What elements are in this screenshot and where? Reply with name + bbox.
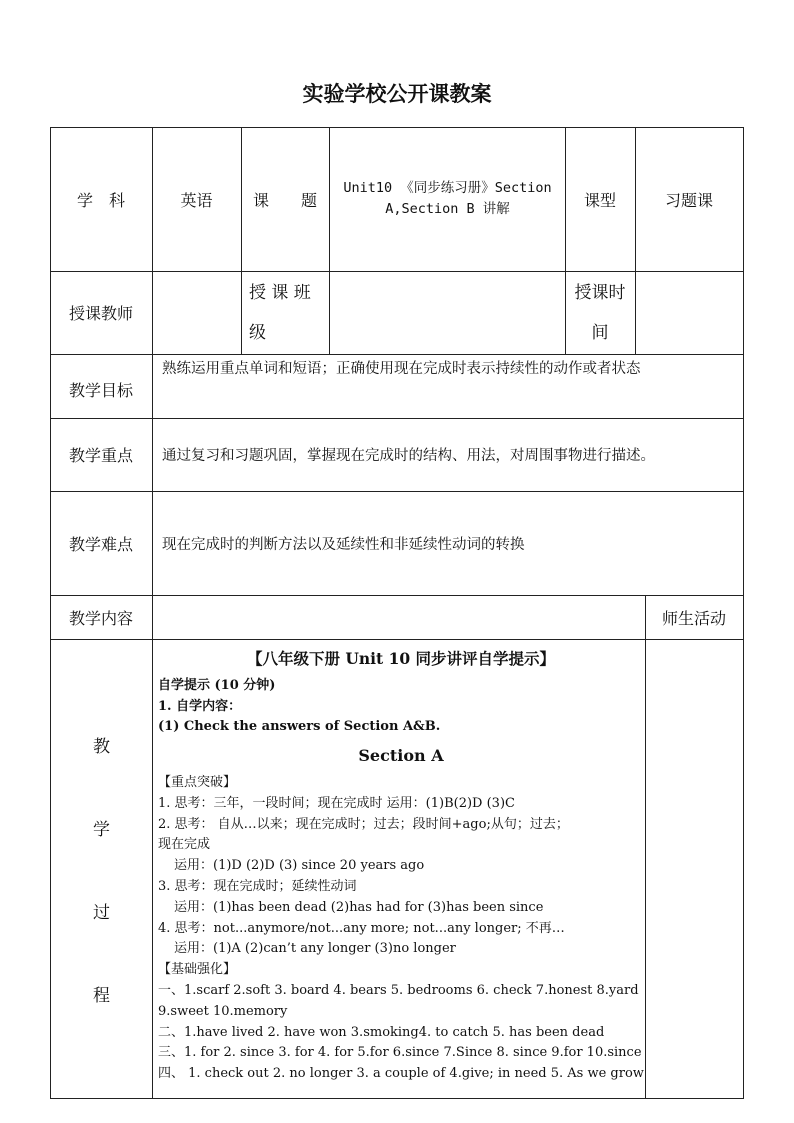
row-divider xyxy=(50,595,744,596)
answer-line: 一、1.scarf 2.soft 3. board 4. bears 5. bedrooms 6. check 7.honest 8.yard xyxy=(158,982,639,998)
answer-line: 现在完成 xyxy=(158,837,211,853)
topic-label: 课 题 xyxy=(252,190,317,210)
key-points-label: 教学重点 xyxy=(68,446,133,465)
type-label: 课型 xyxy=(583,190,616,210)
answer-line: 运用：(1)D (2)D (3) since 20 years ago xyxy=(174,858,425,874)
process-char: 教 xyxy=(93,737,110,757)
subject-label: 学 科 xyxy=(76,190,125,210)
type-value: 习题课 xyxy=(664,190,713,210)
subject-value: 英语 xyxy=(180,190,213,210)
difficulties-label: 教学难点 xyxy=(68,534,133,554)
col-divider xyxy=(645,595,646,1099)
topic-value xyxy=(330,127,565,271)
study-subitem: (1) Check the answers of Section A&B. xyxy=(158,719,441,735)
study-item: 1. 自学内容： xyxy=(158,698,242,714)
time-label xyxy=(565,271,635,354)
time-label-line1: 授课时 xyxy=(574,282,626,303)
time-label-line2: 间 xyxy=(591,322,609,343)
goals-label: 教学目标 xyxy=(68,380,133,400)
basic-heading: 【基础强化】 xyxy=(158,962,237,978)
row-divider xyxy=(50,639,744,640)
process-char: 学 xyxy=(93,820,110,840)
row-divider xyxy=(50,354,744,355)
class-label-line2: 级 xyxy=(249,322,266,343)
table-border-bottom xyxy=(50,1098,744,1099)
answer-line: 三、1. for 2. since 3. for 4. for 5.for 6.since 7.Since 8. since 9.for 10.since xyxy=(158,1045,642,1061)
page-title: 实验学校公开课教案 xyxy=(302,81,492,106)
answer-line: 运用：(1)has been dead (2)has had for (3)has been since xyxy=(174,899,544,915)
answer-line: 二、1.have lived 2. have won 3.smoking4. to catch 5. has been dead xyxy=(158,1024,605,1040)
breakthrough-heading: 【重点突破】 xyxy=(158,774,237,790)
process-char: 程 xyxy=(93,986,110,1006)
difficulties-text: 现在完成时的判断方法以及延续性和非延续性动词的转换 xyxy=(162,536,525,553)
answer-line: 9.sweet 10.memory xyxy=(158,1003,288,1019)
lesson-content xyxy=(158,649,644,1085)
content-label: 教学内容 xyxy=(68,608,133,628)
content-heading: 【八年级下册 Unit 10 同步讲评自学提示】 xyxy=(246,649,556,668)
answer-line: 1. 思考：三年，一段时间；现在完成时 运用：(1)B(2)D (3)C xyxy=(158,795,515,811)
answer-line: 3. 思考：现在完成时；延续性动词 xyxy=(158,878,357,894)
topic-value-line2: A,Section B 讲解 xyxy=(385,201,510,217)
col-divider xyxy=(152,127,153,1099)
goals-text: 熟练运用重点单词和短语；正确使用现在完成时表示持续性的动作或者状态 xyxy=(162,360,641,377)
class-label xyxy=(241,271,329,354)
teacher-label: 授课教师 xyxy=(68,304,133,323)
activity-label: 师生活动 xyxy=(661,608,726,628)
section-heading: Section A xyxy=(358,746,444,766)
answer-line: 运用：(1)A (2)can’t any longer (3)no longer xyxy=(174,941,456,957)
class-label-line1: 授 课 班 xyxy=(249,282,311,303)
answer-line: 4. 思考：not...anymore/not...any more; not...any longer; 不再… xyxy=(158,920,565,936)
answer-line: 2. 思考： 自从…以来；现在完成时；过去；段时间+ago;从句；过去； xyxy=(158,816,569,832)
self-study-hint: 自学提示 (10 分钟) xyxy=(158,677,276,693)
process-char: 过 xyxy=(93,903,110,923)
answer-line: 四、 1. check out 2. no longer 3. a couple of 4.give; in need 5. As we grow xyxy=(158,1066,644,1082)
row-divider xyxy=(50,271,744,272)
topic-value-line1: Unit10 《同步练习册》Section xyxy=(343,180,552,196)
lesson-plan-table xyxy=(50,127,744,1099)
table-border-right xyxy=(743,127,744,1099)
key-points-text: 通过复习和习题巩固，掌握现在完成时的结构、用法，对周围事物进行描述。 xyxy=(162,448,655,464)
